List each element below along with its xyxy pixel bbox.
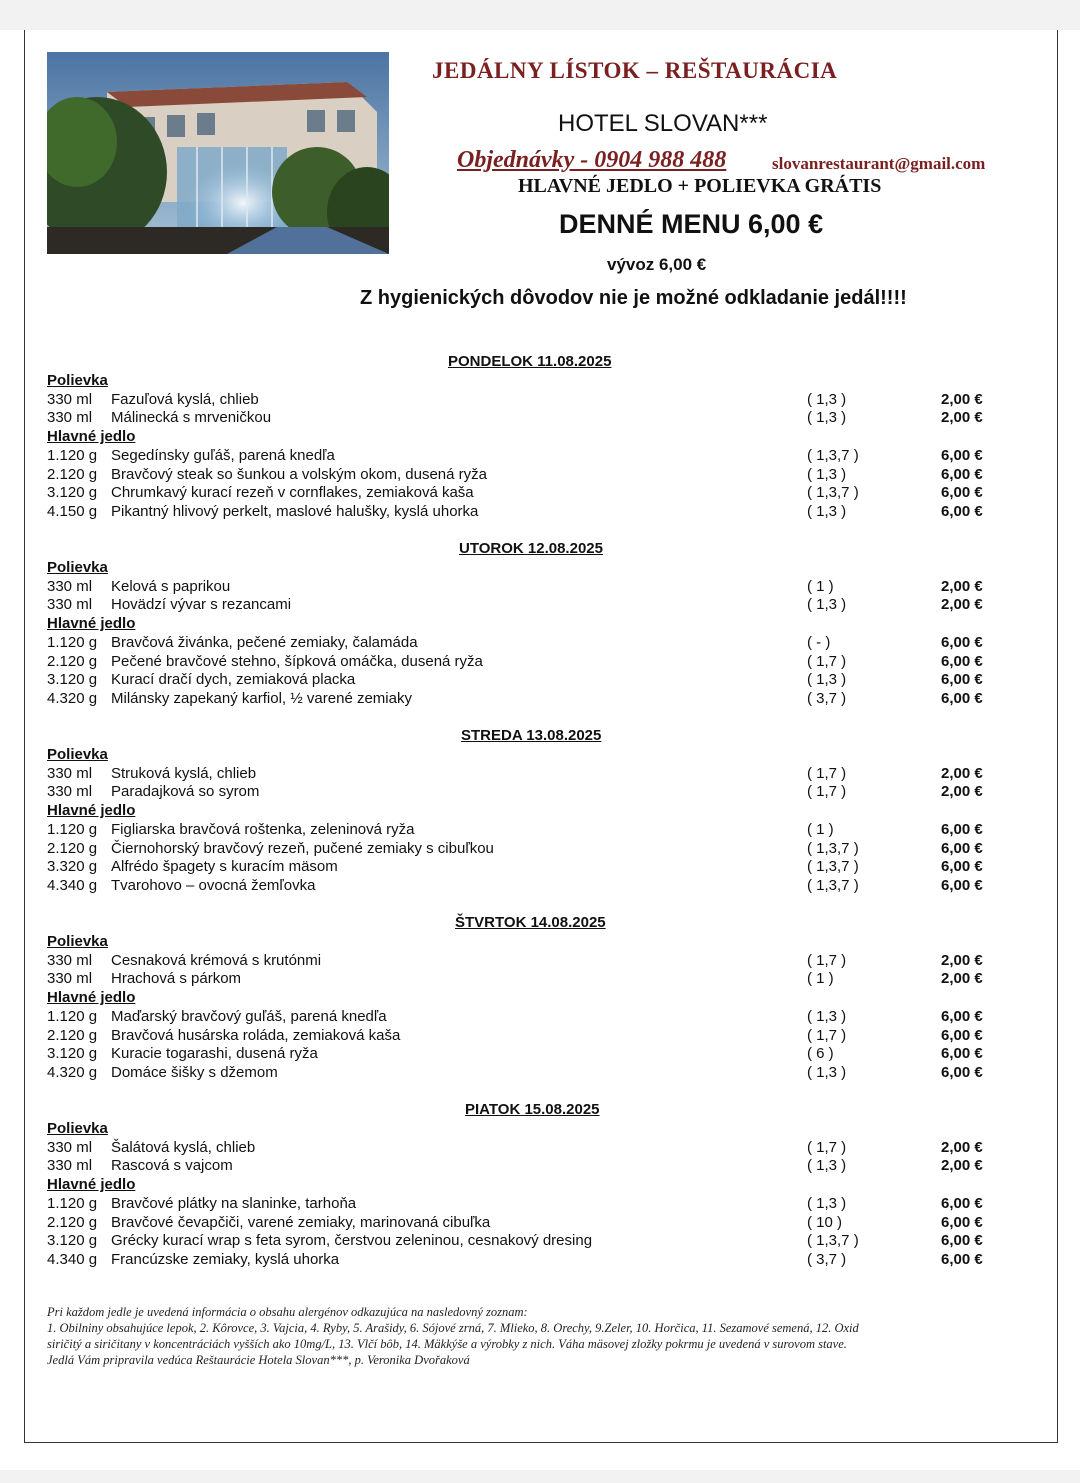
dish-allergens: ( 1,3 ) xyxy=(807,502,847,520)
dish-price: 6,00 € xyxy=(941,689,983,707)
dish-name: Milánsky zapekaný karfiol, ½ varené zemiaky xyxy=(111,689,412,707)
footer-line: 1. Obilniny obsahujúce lepok, 2. Kôrovce, 3. Vajcia, 4. Ryby, 5. Arašidy, 6. Sójové zrná, 7. Mlieko, 8. Orechy, 9.Zeler, 10. Horčica, 11. Sezamové semená, 12. Oxid xyxy=(47,1321,859,1335)
dish-name: Pikantný hlivový perkelt, maslové halušky, kyslá uhorka xyxy=(111,502,479,520)
dish-name: Čiernohorský bravčový rezeň, pučené zemiaky s cibuľkou xyxy=(111,839,494,857)
dish-quantity: 330 ml xyxy=(47,409,93,427)
dish-price: 6,00 € xyxy=(941,1007,983,1025)
main-category-label: Hlavné jedlo xyxy=(47,989,136,1007)
day-header: PIATOK 15.08.2025 xyxy=(465,1101,600,1118)
dish-price: 2,00 € xyxy=(941,409,983,427)
dish-quantity: 2.120 g xyxy=(47,839,98,857)
dish-price: 2,00 € xyxy=(941,970,983,988)
dish-allergens: ( - ) xyxy=(807,633,831,651)
dish-name: Tvarohovo – ovocná žemľovka xyxy=(111,876,316,894)
dish-name: Struková kyslá, chlieb xyxy=(111,764,257,782)
dish-name: Domáce šišky s džemom xyxy=(111,1063,278,1081)
dish-quantity: 1.120 g xyxy=(47,1194,98,1212)
dish-quantity: 4.340 g xyxy=(47,876,98,894)
dish-price: 2,00 € xyxy=(941,390,983,408)
dish-allergens: ( 1,3,7 ) xyxy=(807,1232,859,1250)
dish-price: 6,00 € xyxy=(941,652,983,670)
main-dish-row xyxy=(47,840,997,859)
dish-allergens: ( 1,3,7 ) xyxy=(807,876,859,894)
day-header: ŠTVRTOK 14.08.2025 xyxy=(455,914,606,931)
dish-name: Hrachová s párkom xyxy=(111,970,242,988)
dish-allergens: ( 1,3 ) xyxy=(807,1157,847,1175)
dish-allergens: ( 1,7 ) xyxy=(807,951,847,969)
dish-name: Kuracie togarashi, dusená ryža xyxy=(111,1045,318,1063)
dish-quantity: 4.320 g xyxy=(47,689,98,707)
dish-price: 2,00 € xyxy=(941,577,983,595)
dish-name: Málinecká s mrveničkou xyxy=(111,409,272,427)
dish-price: 2,00 € xyxy=(941,783,983,801)
dish-name: Pečené bravčové stehno, šípková omáčka, dusená ryža xyxy=(111,652,483,670)
dish-price: 2,00 € xyxy=(941,1157,983,1175)
dish-allergens: ( 1,3 ) xyxy=(807,465,847,483)
dish-name: Bravčové čevapčiči, varené zemiaky, marinovaná cibuľka xyxy=(111,1213,491,1231)
main-dish-row xyxy=(47,484,997,503)
dish-price: 2,00 € xyxy=(941,596,983,614)
dish-price: 6,00 € xyxy=(941,1232,983,1250)
main-dish-row xyxy=(47,690,997,709)
allergen-footer xyxy=(47,1304,1007,1368)
dish-price: 6,00 € xyxy=(941,839,983,857)
dish-quantity: 330 ml xyxy=(47,577,93,595)
main-dish-row xyxy=(47,1251,997,1270)
dish-price: 6,00 € xyxy=(941,502,983,520)
dish-allergens: ( 1,3 ) xyxy=(807,671,847,689)
dish-price: 6,00 € xyxy=(941,820,983,838)
dish-name: Maďarský bravčový guľáš, parená knedľa xyxy=(111,1007,387,1025)
dish-allergens: ( 1,7 ) xyxy=(807,764,847,782)
main-dish-row xyxy=(47,1008,997,1027)
dish-quantity: 330 ml xyxy=(47,970,93,988)
menu-page xyxy=(0,30,1080,1470)
dish-quantity: 3.120 g xyxy=(47,484,98,502)
dish-quantity: 330 ml xyxy=(47,1157,93,1175)
main-dish-row xyxy=(47,1064,997,1083)
dish-price: 6,00 € xyxy=(941,446,983,464)
dish-name: Bravčová husárska roláda, zemiaková kaša xyxy=(111,1026,401,1044)
main-dish-row xyxy=(47,821,997,840)
dish-name: Cesnaková krémová s krutónmi xyxy=(111,951,322,969)
dish-price: 6,00 € xyxy=(941,484,983,502)
dish-price: 6,00 € xyxy=(941,1063,983,1081)
dish-price: 6,00 € xyxy=(941,633,983,651)
dish-price: 6,00 € xyxy=(941,671,983,689)
footer-line: Pri každom jedle je uvedená informácia o obsahu alergénov odkazujúca na nasledovný zoznam: xyxy=(47,1305,528,1319)
day-header: UTOROK 12.08.2025 xyxy=(459,540,603,557)
dish-allergens: ( 1,3,7 ) xyxy=(807,446,859,464)
dish-name: Fazuľová kyslá, chlieb xyxy=(111,390,259,408)
main-dish-row xyxy=(47,503,997,522)
takeaway-price: vývoz 6,00 € xyxy=(607,255,707,274)
dish-quantity: 1.120 g xyxy=(47,1007,98,1025)
main-dish-row xyxy=(47,1214,997,1233)
main-dish-row xyxy=(47,653,997,672)
hotel-photo xyxy=(47,52,389,254)
main-dish-row xyxy=(47,877,997,896)
dish-allergens: ( 1 ) xyxy=(807,970,834,988)
soup-category-label: Polievka xyxy=(47,559,108,576)
dish-name: Francúzske zemiaky, kyslá uhorka xyxy=(111,1250,340,1268)
dish-quantity: 330 ml xyxy=(47,390,93,408)
soup-row xyxy=(47,596,997,615)
dish-allergens: ( 1,3 ) xyxy=(807,1194,847,1212)
main-category-label: Hlavné jedlo xyxy=(47,1176,136,1194)
dish-name: Segedínsky guľáš, parená knedľa xyxy=(111,446,335,464)
dish-price: 2,00 € xyxy=(941,951,983,969)
dish-name: Alfrédo špagety s kuracím mäsom xyxy=(111,858,338,876)
dish-allergens: ( 1,7 ) xyxy=(807,652,847,670)
main-category-label: Hlavné jedlo xyxy=(47,615,136,633)
dish-quantity: 3.120 g xyxy=(47,1232,98,1250)
dish-allergens: ( 1,3 ) xyxy=(807,596,847,614)
dish-quantity: 330 ml xyxy=(47,764,93,782)
dish-name: Paradajková so syrom xyxy=(111,783,260,801)
dish-quantity: 330 ml xyxy=(47,783,93,801)
soup-row xyxy=(47,578,997,597)
dish-price: 2,00 € xyxy=(941,764,983,782)
hygiene-notice: Z hygienických dôvodov nie je možné odkladanie jedál!!!! xyxy=(360,287,907,309)
main-dish-row xyxy=(47,466,997,485)
main-dish-row xyxy=(47,634,997,653)
dish-allergens: ( 10 ) xyxy=(807,1213,843,1231)
dish-name: Kelová s paprikou xyxy=(111,577,231,595)
dish-price: 6,00 € xyxy=(941,1250,983,1268)
offer-subtitle: HLAVNÉ JEDLO + POLIEVKA GRÁTIS xyxy=(518,175,882,197)
soup-row xyxy=(47,970,997,989)
dish-allergens: ( 3,7 ) xyxy=(807,1250,847,1268)
main-category-label: Hlavné jedlo xyxy=(47,428,136,446)
dish-allergens: ( 1 ) xyxy=(807,820,834,838)
dish-allergens: ( 1,3 ) xyxy=(807,1007,847,1025)
main-dish-row xyxy=(47,1027,997,1046)
soup-category-label: Polievka xyxy=(47,933,108,950)
dish-quantity: 3.120 g xyxy=(47,671,98,689)
dish-price: 6,00 € xyxy=(941,858,983,876)
dish-price: 2,00 € xyxy=(941,1138,983,1156)
dish-allergens: ( 1,3,7 ) xyxy=(807,484,859,502)
dish-allergens: ( 1,3,7 ) xyxy=(807,858,859,876)
dish-quantity: 2.120 g xyxy=(47,652,98,670)
day-header: STREDA 13.08.2025 xyxy=(461,727,602,744)
dish-quantity: 4.320 g xyxy=(47,1063,98,1081)
dish-name: Šalátová kyslá, chlieb xyxy=(111,1138,256,1156)
dish-quantity: 4.340 g xyxy=(47,1250,98,1268)
dish-quantity: 1.120 g xyxy=(47,820,98,838)
hotel-name: HOTEL SLOVAN*** xyxy=(558,110,768,137)
menu-title: JEDÁLNY LÍSTOK – REŠTAURÁCIA xyxy=(432,58,838,83)
dish-name: Kurací dračí dych, zemiaková placka xyxy=(111,671,356,689)
dish-name: Figliarska bravčová roštenka, zeleninová ryža xyxy=(111,820,415,838)
dish-quantity: 330 ml xyxy=(47,1138,93,1156)
dish-price: 6,00 € xyxy=(941,1194,983,1212)
dish-quantity: 330 ml xyxy=(47,951,93,969)
soup-category-label: Polievka xyxy=(47,1120,108,1137)
dish-name: Bravčová živánka, pečené zemiaky, čalamáda xyxy=(111,633,418,651)
day-header: PONDELOK 11.08.2025 xyxy=(448,353,612,370)
dish-allergens: ( 1 ) xyxy=(807,577,834,595)
dish-price: 6,00 € xyxy=(941,876,983,894)
dish-allergens: ( 1,3 ) xyxy=(807,390,847,408)
dish-price: 6,00 € xyxy=(941,1026,983,1044)
contact-email[interactable]: slovanrestaurant@gmail.com xyxy=(772,154,986,173)
dish-name: Rascová s vajcom xyxy=(111,1157,233,1175)
dish-allergens: ( 1,7 ) xyxy=(807,1138,847,1156)
soup-row xyxy=(47,1139,997,1158)
dish-price: 6,00 € xyxy=(941,1213,983,1231)
soup-row xyxy=(47,391,997,410)
soup-row xyxy=(47,1157,997,1176)
dish-allergens: ( 1,3 ) xyxy=(807,1063,847,1081)
dish-quantity: 330 ml xyxy=(47,596,93,614)
main-dish-row xyxy=(47,1045,997,1064)
dish-price: 6,00 € xyxy=(941,1045,983,1063)
dish-quantity: 3.120 g xyxy=(47,1045,98,1063)
main-dish-row xyxy=(47,1195,997,1214)
footer-line: Jedlá Vám pripravila vedúca Reštaurácie Hotela Slovan***, p. Veronika Dvořaková xyxy=(47,1353,470,1367)
dish-name: Hovädzí vývar s rezancami xyxy=(111,596,292,614)
soup-row xyxy=(47,409,997,428)
dish-quantity: 2.120 g xyxy=(47,1213,98,1231)
orders-phone[interactable]: Objednávky - 0904 988 488 xyxy=(457,147,727,173)
dish-allergens: ( 1,7 ) xyxy=(807,1026,847,1044)
dish-quantity: 3.320 g xyxy=(47,858,98,876)
soup-category-label: Polievka xyxy=(47,746,108,763)
dish-allergens: ( 1,3 ) xyxy=(807,409,847,427)
dish-quantity: 2.120 g xyxy=(47,465,98,483)
dish-quantity: 4.150 g xyxy=(47,502,98,520)
dish-allergens: ( 1,3,7 ) xyxy=(807,839,859,857)
soup-category-label: Polievka xyxy=(47,372,108,389)
footer-line: siričitý a siričitany v koncentráciách vyšších ako 10mg/L, 13. Vlčí bôb, 14. Mäkkýše a výrobky z nich. Váha mäsovej zložky pokrmu je uvedená v surovom stave. xyxy=(47,1337,847,1351)
main-category-label: Hlavné jedlo xyxy=(47,802,136,820)
soup-row xyxy=(47,952,997,971)
dish-allergens: ( 3,7 ) xyxy=(807,689,847,707)
dish-name: Grécky kurací wrap s feta syrom, čerstvou zeleninou, cesnakový dresing xyxy=(111,1232,593,1250)
dish-quantity: 1.120 g xyxy=(47,446,98,464)
soup-row xyxy=(47,765,997,784)
soup-row xyxy=(47,783,997,802)
dish-price: 6,00 € xyxy=(941,465,983,483)
dish-quantity: 2.120 g xyxy=(47,1026,98,1044)
main-dish-row xyxy=(47,671,997,690)
dish-name: Bravčový steak so šunkou a volským okom, dusená ryža xyxy=(111,465,487,483)
main-dish-row xyxy=(47,447,997,466)
dish-name: Bravčové plátky na slaninke, tarhoňa xyxy=(111,1194,357,1212)
dish-name: Chrumkavý kurací rezeň v cornflakes, zemiaková kaša xyxy=(111,484,474,502)
daily-menu-price: DENNÉ MENU 6,00 € xyxy=(559,209,824,239)
dish-quantity: 1.120 g xyxy=(47,633,98,651)
main-dish-row xyxy=(47,1232,997,1251)
dish-allergens: ( 1,7 ) xyxy=(807,783,847,801)
dish-allergens: ( 6 ) xyxy=(807,1045,834,1063)
main-dish-row xyxy=(47,858,997,877)
